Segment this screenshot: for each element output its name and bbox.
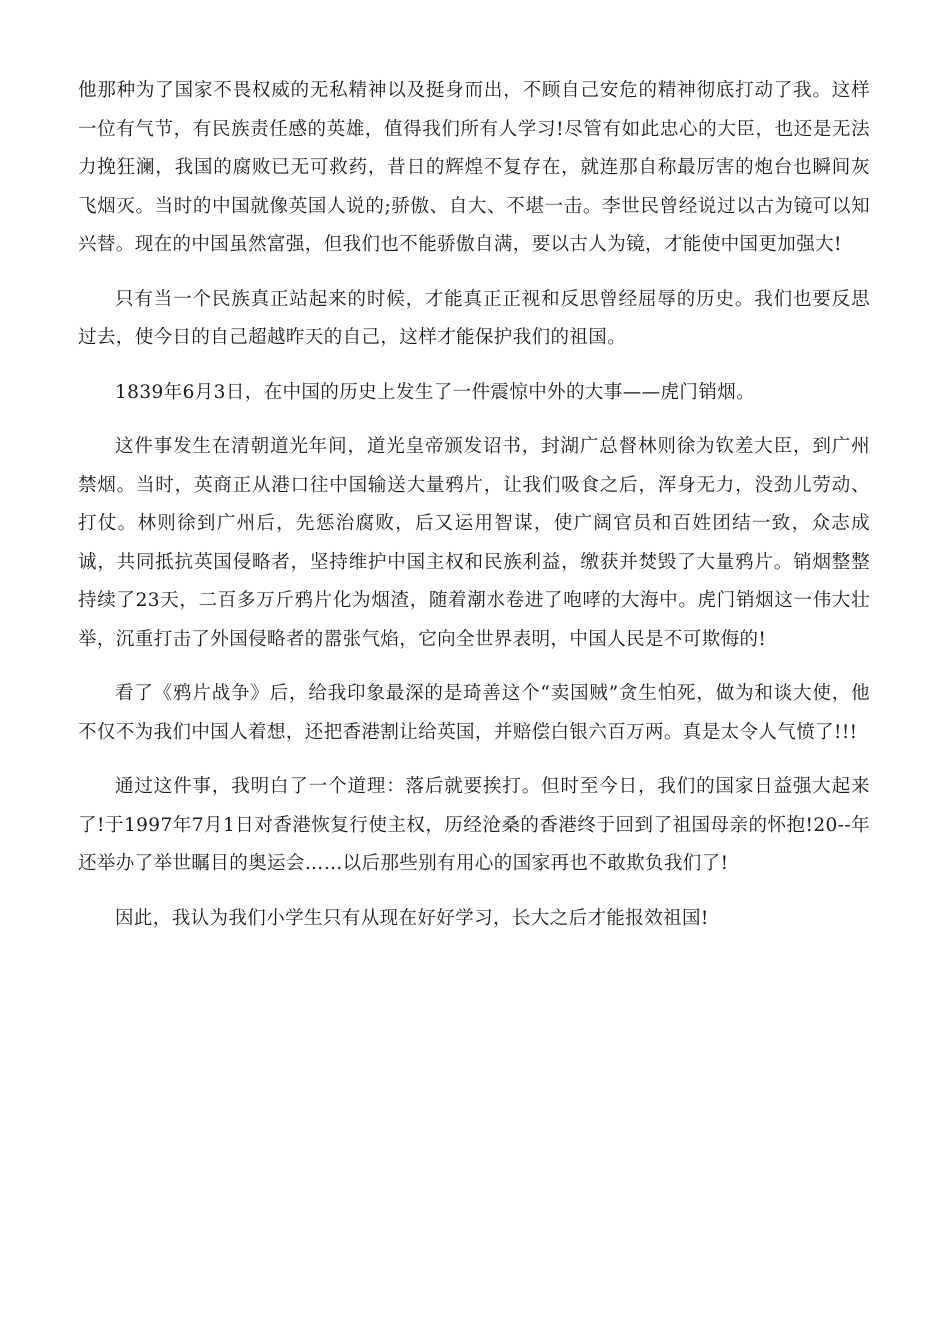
paragraph-7: 因此，我认为我们小学生只有从现在好好学习，长大之后才能报效祖国!	[115, 907, 709, 929]
paragraph-3: 1839年6月3日，在中国的历史上发生了一件震惊中外的大事——虎门销烟。	[115, 381, 756, 403]
document-page	[78, 72, 870, 954]
paragraph-2: 只有当一个民族真正站起来的时候，才能真正正视和反思曾经屈辱的历史。我们也要反思过去，使今日的自己超越昨天的自己，这样才能保护我们的祖国。	[78, 288, 870, 348]
paragraph-4: 这件事发生在清朝道光年间，道光皇帝颁发诏书，封湖广总督林则徐为钦差大臣，到广州禁烟。当时，英商正从港口往中国输送大量鸦片，让我们吸食之后，浑身无力，没劲儿劳动、打仗。林则徐到广州后，先惩治腐败，后又运用智谋，使广阔官员和百姓团结一致，众志成诚，共同抵抗英国侵略者，坚持维护中国主权和民族利益，缴获并焚毁了大量鸦片。销烟整整持续了23天，二百多万斤鸦片化为烟渣，随着潮水卷进了咆哮的大海中。虎门销烟这一伟大壮举，沉重打击了外国侵略者的嚣张气焰，它向全世界表明，中国人民是不可欺侮的!	[78, 436, 870, 650]
paragraph-1: 他那种为了国家不畏权威的无私精神以及挺身而出，不顾自己安危的精神彻底打动了我。这样一位有气节，有民族责任感的英雄，值得我们所有人学习!尽管有如此忠心的大臣，也还是无法力挽狂澜，我国的腐败已无可救药，昔日的辉煌不复存在，就连那自称最厉害的炮台也瞬间灰飞烟灭。当时的中国就像英国人说的;骄傲、自大、不堪一击。李世民曾经说过以古为镜可以知兴替。现在的中国虽然富强，但我们也不能骄傲自满，要以古人为镜，才能使中国更加强大!	[78, 80, 870, 255]
paragraph-6: 通过这件事，我明白了一个道理：落后就要挨打。但时至今日，我们的国家日益强大起来了!于1997年7月1日对香港恢复行使主权，历经沧桑的香港终于回到了祖国母亲的怀抱!20--年还举办了举世瞩目的奥运会……以后那些别有用心的国家再也不敢欺负我们了!	[78, 776, 870, 874]
paragraph-5: 看了《鸦片战争》后，给我印象最深的是琦善这个“卖国贼”贪生怕死，做为和谈大使，他不仅不为我们中国人着想，还把香港割让给英国，并赔偿白银六百万两。真是太令人气愤了!!!	[78, 683, 870, 743]
